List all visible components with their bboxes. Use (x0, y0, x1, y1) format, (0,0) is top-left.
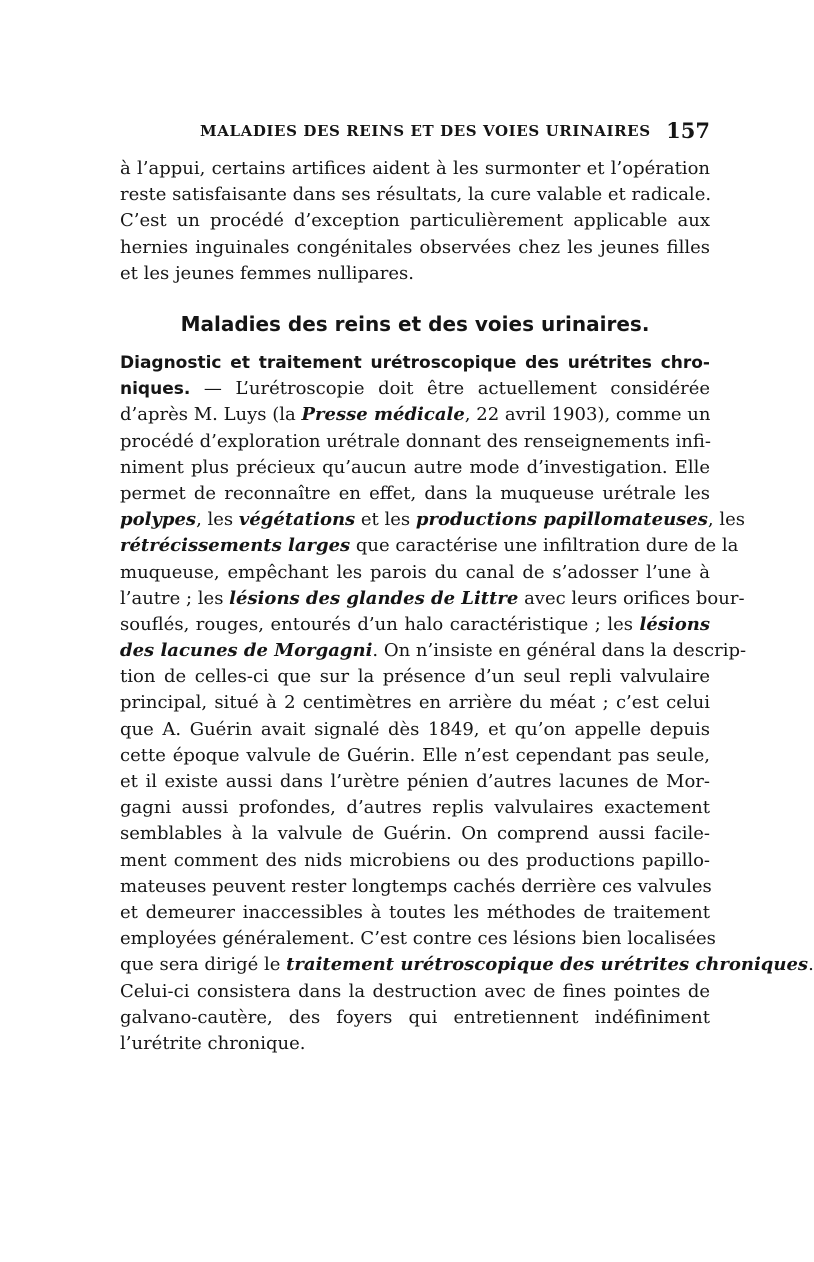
text-line: galvano-cautère, des foyers qui entretiennent indéfiniment (120, 1006, 710, 1028)
text-line: mateuses peuvent rester longtemps cachés derrière ces valvules (120, 875, 712, 897)
text-line: procédé d’exploration urétrale donnant des renseignements infi- (120, 430, 711, 452)
text-line: et il existe aussi dans l’urètre pénien d’autres lacunes de Mor- (120, 771, 710, 792)
emphasis: polypes (120, 509, 197, 531)
running-head (120, 116, 710, 146)
text-line: cette époque valvule de Guérin. Elle n’est cependant pas seule, (120, 744, 710, 766)
text-line: ment comment des nids microbiens ou des productions papillo- (120, 849, 710, 871)
text-line: C’est un procédé d’exception particulièrement applicable aux (120, 210, 710, 232)
text-line: que sera dirigé le traitement urétroscopique des urétrites chroniques. (120, 954, 814, 976)
article-heading: Diagnostic et traitement urétroscopique des urétrites chro- (120, 353, 710, 373)
running-title: MALADIES DES REINS ET DES VOIES URINAIRES (200, 122, 651, 140)
text-line: que A. Guérin avait signalé dès 1849, et qu’on appelle depuis (120, 718, 710, 740)
page-number: 157 (666, 118, 710, 143)
text-line: permet de reconnaître en effet, dans la muqueuse urétrale les (120, 482, 710, 504)
text-line: hernies inguinales congénitales observées chez les jeunes filles (120, 236, 710, 258)
text-line: et demeurer inaccessibles à toutes les méthodes de traitement (120, 901, 710, 923)
emphasis: traitement urétroscopique des urétrites chroniques (286, 954, 809, 976)
text-line: Celui-ci consistera dans la destruction avec de fines pointes de (120, 980, 710, 1002)
text-line: souflés, rouges, entourés d’un halo caractéristique ; les lésions (120, 613, 710, 635)
text-line: l’urétrite chronique. (120, 1032, 306, 1054)
section-title: Maladies des reins et des voies urinaires. (180, 312, 650, 336)
text-line: l’autre ; les lésions des glandes de Littre avec leurs orifices bour- (120, 587, 745, 609)
text-line: semblables à la valvule de Guérin. On comprend aussi facile- (120, 823, 710, 845)
text-line: tion de celles-ci que sur la présence d’un seul repli valvulaire (120, 666, 710, 688)
text-line: polypes, les végétations et les productions papillomateuses, les (120, 509, 745, 531)
text-line: niques. — L’urétroscopie doit être actuellement considérée (120, 378, 710, 400)
text-line: et les jeunes femmes nullipares. (120, 262, 414, 284)
text-line: gagni aussi profondes, d’autres replis valvulaires exactement (120, 797, 710, 819)
text-line: rétrécissements larges que caractérise une infiltration dure de la (120, 535, 739, 557)
emphasis: rétrécissements larges (120, 535, 351, 557)
emphasis: productions papillomateuses (415, 509, 708, 531)
journal-title: Presse médicale (301, 404, 465, 426)
emphasis: végétations (238, 509, 356, 531)
emphasis: lésions (639, 613, 710, 635)
text-line: des lacunes de Morgagni. On n’insiste en général dans la descrip- (120, 640, 747, 662)
emphasis: lésions des glandes de Littre (229, 587, 519, 609)
text-line: d’après M. Luys (la Presse médicale, 22 avril 1903), comme un (120, 404, 711, 426)
intro-paragraph (120, 156, 710, 287)
article-paragraph (120, 350, 814, 1057)
text-line: à l’appui, certains artifices aident à les surmonter et l’opération (120, 158, 710, 179)
article-heading: niques. (120, 379, 191, 400)
text-line: employées généralement. C’est contre ces lésions bien localisées (120, 928, 716, 950)
text-line (120, 350, 710, 376)
text-line: muqueuse, empêchant les parois du canal de s’adosser l’une à (120, 561, 710, 583)
emphasis: des lacunes de Morgagni (120, 640, 373, 662)
text-line: niment plus précieux qu’aucun autre mode d’investigation. Elle (120, 456, 710, 478)
text-line: reste satisfaisante dans ses résultats, la cure valable et radicale. (120, 184, 712, 206)
text-line: principal, situé à 2 centimètres en arrière du méat ; c’est celui (120, 692, 710, 714)
